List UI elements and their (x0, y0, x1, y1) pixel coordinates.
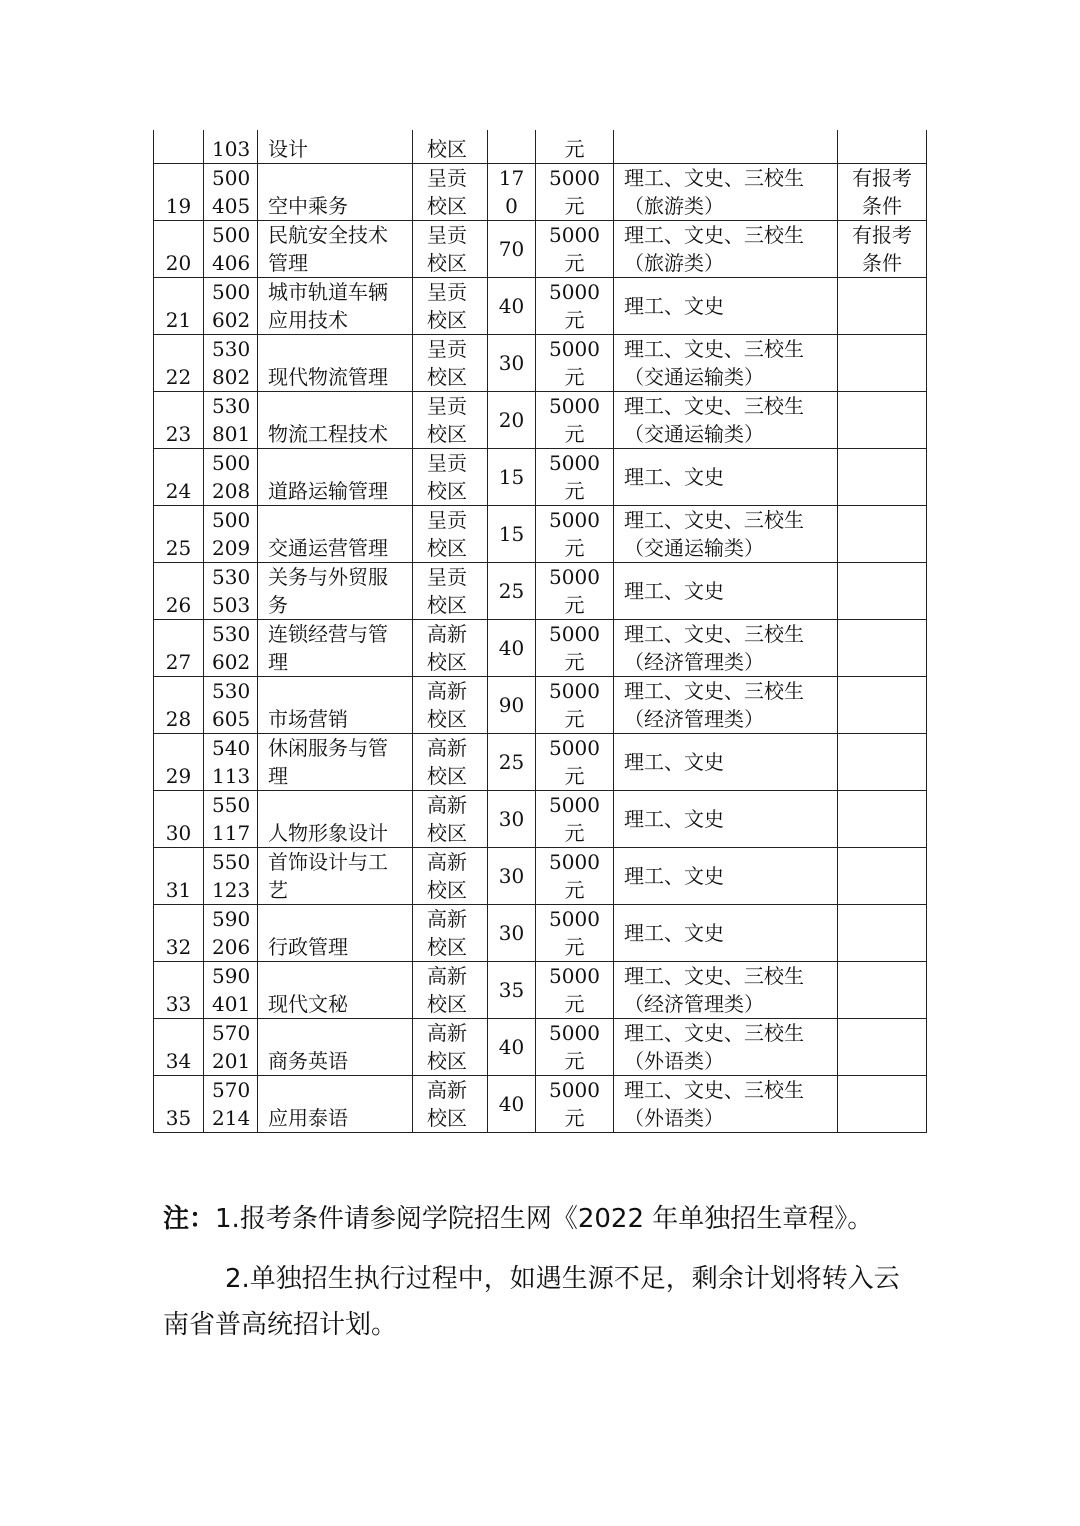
cell-major: 空中乘务 (258, 164, 413, 221)
table-row (154, 335, 927, 392)
cell-fee: 5000 元 (536, 164, 614, 221)
cell-fee: 5000 元 (536, 1019, 614, 1076)
cell-fee: 5000 元 (536, 278, 614, 335)
cell-no: 34 (154, 1019, 204, 1076)
cell-campus: 高新 校区 (413, 677, 488, 734)
cell-code: 550 117 (204, 791, 258, 848)
cell-campus: 校区 (413, 130, 488, 164)
cell-major: 城市轨道车辆 应用技术 (258, 278, 413, 335)
cell-no: 31 (154, 848, 204, 905)
table-row (154, 1076, 927, 1133)
cell-code: 500 208 (204, 449, 258, 506)
cell-no: 35 (154, 1076, 204, 1133)
cell-major: 道路运输管理 (258, 449, 413, 506)
table-row (154, 1019, 927, 1076)
cell-count: 17 0 (488, 164, 536, 221)
cell-fee: 5000 元 (536, 506, 614, 563)
cell-code: 530 801 (204, 392, 258, 449)
cell-note (838, 905, 927, 962)
cell-count: 40 (488, 1076, 536, 1133)
cell-subject: 理工、文史 (614, 734, 838, 791)
cell-subject: 理工、文史 (614, 848, 838, 905)
cell-note (838, 335, 927, 392)
cell-fee: 5000 元 (536, 335, 614, 392)
cell-note (838, 1076, 927, 1133)
cell-code: 103 (204, 130, 258, 164)
cell-count: 70 (488, 221, 536, 278)
cell-count: 40 (488, 1019, 536, 1076)
cell-major: 首饰设计与工 艺 (258, 848, 413, 905)
cell-code: 530 802 (204, 335, 258, 392)
cell-fee: 5000 元 (536, 1076, 614, 1133)
cell-subject: 理工、文史、三校生 （外语类） (614, 1076, 838, 1133)
cell-no: 22 (154, 335, 204, 392)
cell-no: 19 (154, 164, 204, 221)
table-row (154, 278, 927, 335)
cell-subject: 理工、文史、三校生 （旅游类） (614, 221, 838, 278)
cell-campus: 高新 校区 (413, 962, 488, 1019)
cell-fee: 5000 元 (536, 734, 614, 791)
cell-fee: 5000 元 (536, 905, 614, 962)
cell-no: 32 (154, 905, 204, 962)
cell-count: 30 (488, 335, 536, 392)
cell-code: 590 206 (204, 905, 258, 962)
cell-subject: 理工、文史 (614, 791, 838, 848)
cell-fee: 5000 元 (536, 563, 614, 620)
cell-subject: 理工、文史、三校生 （经济管理类） (614, 620, 838, 677)
cell-note (838, 677, 927, 734)
cell-subject: 理工、文史 (614, 278, 838, 335)
cell-note: 有报考 条件 (838, 164, 927, 221)
cell-no: 24 (154, 449, 204, 506)
cell-subject: 理工、文史、三校生 （经济管理类） (614, 962, 838, 1019)
cell-note (838, 848, 927, 905)
cell-campus: 高新 校区 (413, 791, 488, 848)
cell-subject: 理工、文史 (614, 563, 838, 620)
cell-note (838, 392, 927, 449)
cell-code: 530 605 (204, 677, 258, 734)
cell-code: 570 201 (204, 1019, 258, 1076)
cell-count: 40 (488, 278, 536, 335)
cell-count: 35 (488, 962, 536, 1019)
cell-note (838, 620, 927, 677)
cell-major: 现代文秘 (258, 962, 413, 1019)
cell-campus: 呈贡 校区 (413, 449, 488, 506)
cell-campus: 呈贡 校区 (413, 392, 488, 449)
cell-campus: 高新 校区 (413, 620, 488, 677)
cell-code: 500 602 (204, 278, 258, 335)
cell-note: 有报考 条件 (838, 221, 927, 278)
table-row (154, 962, 927, 1019)
cell-count (488, 130, 536, 164)
cell-no: 26 (154, 563, 204, 620)
cell-note (838, 734, 927, 791)
cell-no: 21 (154, 278, 204, 335)
cell-code: 590 401 (204, 962, 258, 1019)
cell-count: 30 (488, 848, 536, 905)
cell-note (838, 563, 927, 620)
cell-major: 市场营销 (258, 677, 413, 734)
cell-fee: 5000 元 (536, 677, 614, 734)
cell-note (838, 791, 927, 848)
cell-no: 33 (154, 962, 204, 1019)
cell-major: 应用泰语 (258, 1076, 413, 1133)
cell-code: 540 113 (204, 734, 258, 791)
cell-count: 15 (488, 506, 536, 563)
cell-count: 15 (488, 449, 536, 506)
table-row-continued (154, 130, 927, 164)
cell-note (838, 1019, 927, 1076)
cell-fee: 5000 元 (536, 221, 614, 278)
cell-code: 530 602 (204, 620, 258, 677)
table-row (154, 506, 927, 563)
cell-major: 人物形象设计 (258, 791, 413, 848)
cell-fee: 5000 元 (536, 848, 614, 905)
table-row (154, 677, 927, 734)
table-row (154, 848, 927, 905)
cell-major: 民航安全技术 管理 (258, 221, 413, 278)
cell-campus: 呈贡 校区 (413, 221, 488, 278)
cell-campus: 高新 校区 (413, 734, 488, 791)
cell-major: 行政管理 (258, 905, 413, 962)
note-1-text: 1.报考条件请参阅学院招生网《2022 年单独招生章程》。 (215, 1204, 874, 1234)
cell-count: 30 (488, 791, 536, 848)
table-row (154, 734, 927, 791)
cell-campus: 呈贡 校区 (413, 563, 488, 620)
table-row (154, 449, 927, 506)
cell-subject: 理工、文史、三校生 （旅游类） (614, 164, 838, 221)
cell-no: 20 (154, 221, 204, 278)
cell-subject: 理工、文史、三校生 （外语类） (614, 1019, 838, 1076)
cell-note (838, 506, 927, 563)
cell-no: 28 (154, 677, 204, 734)
cell-campus: 呈贡 校区 (413, 335, 488, 392)
cell-subject: 理工、文史、三校生 （交通运输类） (614, 335, 838, 392)
cell-count: 25 (488, 734, 536, 791)
cell-major: 休闲服务与管 理 (258, 734, 413, 791)
cell-code: 550 123 (204, 848, 258, 905)
cell-subject: 理工、文史 (614, 905, 838, 962)
cell-note (838, 449, 927, 506)
cell-campus: 高新 校区 (413, 1076, 488, 1133)
cell-code: 530 503 (204, 563, 258, 620)
cell-no: 30 (154, 791, 204, 848)
cell-subject: 理工、文史、三校生 （交通运输类） (614, 392, 838, 449)
cell-count: 30 (488, 905, 536, 962)
cell-fee: 元 (536, 130, 614, 164)
table-row (154, 563, 927, 620)
cell-note (838, 962, 927, 1019)
table-row (154, 905, 927, 962)
note-1 (163, 1196, 923, 1242)
table-row (154, 221, 927, 278)
cell-subject (614, 130, 838, 164)
cell-note (838, 278, 927, 335)
cell-code: 570 214 (204, 1076, 258, 1133)
cell-code: 500 209 (204, 506, 258, 563)
table-row (154, 164, 927, 221)
cell-fee: 5000 元 (536, 791, 614, 848)
cell-fee: 5000 元 (536, 449, 614, 506)
cell-major: 关务与外贸服 务 (258, 563, 413, 620)
cell-major: 连锁经营与管 理 (258, 620, 413, 677)
cell-fee: 5000 元 (536, 392, 614, 449)
cell-no: 23 (154, 392, 204, 449)
cell-no: 27 (154, 620, 204, 677)
cell-subject: 理工、文史、三校生 （交通运输类） (614, 506, 838, 563)
cell-count: 25 (488, 563, 536, 620)
cell-code: 500 405 (204, 164, 258, 221)
cell-no (154, 130, 204, 164)
cell-no: 25 (154, 506, 204, 563)
table-body (154, 130, 927, 1133)
cell-campus: 高新 校区 (413, 905, 488, 962)
cell-fee: 5000 元 (536, 962, 614, 1019)
cell-campus: 呈贡 校区 (413, 506, 488, 563)
cell-campus: 高新 校区 (413, 1019, 488, 1076)
cell-subject: 理工、文史 (614, 449, 838, 506)
cell-major: 交通运营管理 (258, 506, 413, 563)
table-row (154, 620, 927, 677)
cell-count: 40 (488, 620, 536, 677)
cell-major: 设计 (258, 130, 413, 164)
cell-count: 20 (488, 392, 536, 449)
cell-fee: 5000 元 (536, 620, 614, 677)
cell-campus: 呈贡 校区 (413, 164, 488, 221)
table-row (154, 791, 927, 848)
enrollment-plan-table (153, 130, 927, 1133)
note-label: 注： (163, 1204, 216, 1234)
cell-campus: 呈贡 校区 (413, 278, 488, 335)
cell-subject: 理工、文史、三校生 （经济管理类） (614, 677, 838, 734)
cell-code: 500 406 (204, 221, 258, 278)
cell-no: 29 (154, 734, 204, 791)
cell-major: 商务英语 (258, 1019, 413, 1076)
cell-major: 物流工程技术 (258, 392, 413, 449)
cell-count: 90 (488, 677, 536, 734)
note-2: 2.单独招生执行过程中，如遇生源不足，剩余计划将转入云南省普高统招计划。 (163, 1264, 900, 1340)
cell-campus: 高新 校区 (413, 848, 488, 905)
table-row (154, 392, 927, 449)
cell-note (838, 130, 927, 164)
cell-major: 现代物流管理 (258, 335, 413, 392)
